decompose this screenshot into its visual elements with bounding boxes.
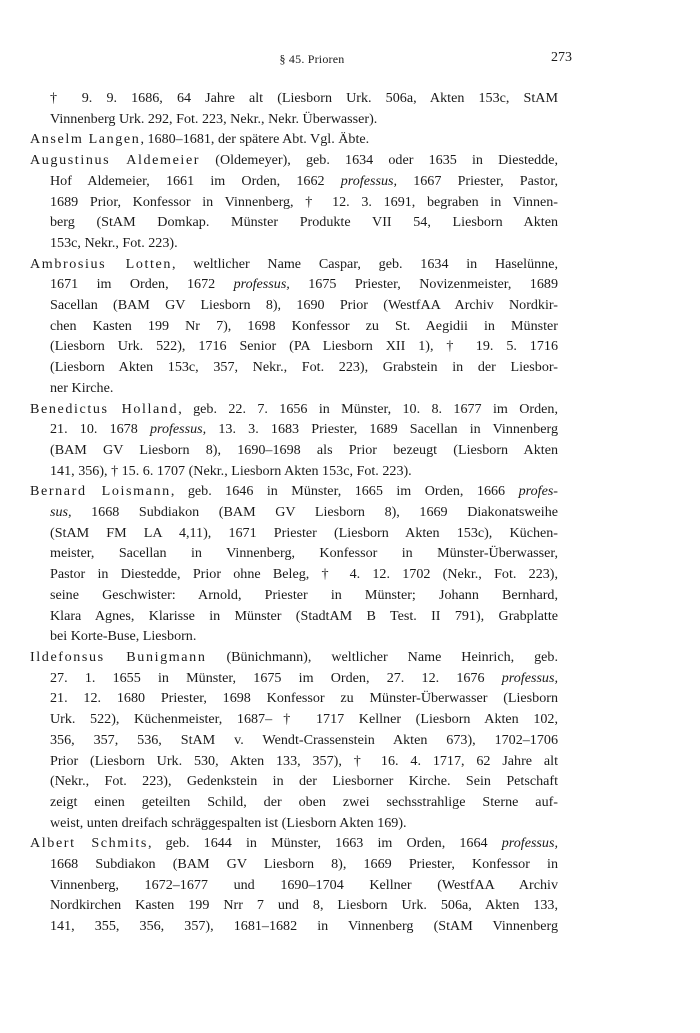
text-line — [30, 813, 558, 834]
person-name: Benedictus Holland — [30, 400, 179, 417]
text-line — [30, 523, 558, 544]
text-segment: (Liesborn Urk. 522), 1716 Senior (PA Liesborn XII 1), † 19. 5. 1716 — [50, 338, 558, 355]
entry-start-line — [30, 129, 558, 150]
text-segment: 1689 Prior, Konfessor in Vinnenberg, † 12. 3. 1691, begraben in Vinnen- — [50, 193, 558, 210]
italic-term: sus, — [50, 504, 72, 521]
text-line — [30, 895, 558, 916]
person-name: Bernard Loismann — [30, 483, 171, 500]
text-segment: 1667 Priester, Pastor, — [397, 172, 558, 189]
text-line — [30, 295, 558, 316]
text-segment: 1671 im Orden, 1672 — [50, 276, 234, 293]
text-line — [30, 854, 558, 875]
italic-term: profes- — [518, 483, 558, 500]
text-segment: 21. 10. 1678 — [50, 421, 150, 438]
text-line — [30, 792, 558, 813]
italic-term: professus, — [233, 276, 290, 293]
text-line — [30, 316, 558, 337]
person-name: Anselm Langen — [30, 131, 141, 148]
text-segment: meister, Sacellan in Vinnenberg, Konfessor in Münster-Überwasser, — [50, 545, 558, 562]
text-line — [30, 730, 558, 751]
text-line — [30, 916, 558, 937]
text-segment: ner Kirche. — [50, 379, 114, 396]
text-segment: chen Kasten 199 Nr 7), 1698 Konfessor zu St. Aegidii in Münster — [50, 317, 558, 334]
text-segment: † 9. 9. 1686, 64 Jahre alt (Liesborn Urk. 506a, Akten 153c, StAM — [50, 90, 558, 106]
body-text — [30, 88, 558, 937]
text-segment: berg (StAM Domkap. Münster Produkte VII 54, Liesborn Akten — [50, 214, 558, 231]
text-segment: (Liesborn Akten 153c, 357, Nekr., Fot. 223), Grabstein in der Liesbor- — [50, 359, 558, 376]
text-line — [30, 212, 558, 233]
entry-start-line — [30, 833, 558, 854]
text-line — [30, 357, 558, 378]
entry-start-line — [30, 647, 558, 668]
text-segment: bei Korte-Buse, Liesborn. — [50, 628, 197, 645]
text-line — [30, 336, 558, 357]
person-name: Albert Schmits — [30, 835, 148, 852]
entry-start-line — [30, 254, 558, 275]
text-line — [30, 274, 558, 295]
italic-term: professus, — [501, 669, 558, 686]
text-line — [30, 606, 558, 627]
text-line — [30, 771, 558, 792]
text-line — [30, 875, 558, 896]
italic-term: professus, — [501, 835, 558, 852]
text-segment: 1675 Priester, Novizenmeister, 1689 — [289, 276, 558, 293]
text-line — [30, 688, 558, 709]
text-segment: Klara Agnes, Klarisse in Münster (StadtAM B Test. II 791), Grabplatte — [50, 607, 558, 624]
text-segment: , geb. 1644 in Münster, 1663 im Orden, 1664 — [147, 835, 502, 852]
text-segment: 141, 355, 356, 357), 1681–1682 in Vinnenberg (StAM Vinnenberg — [50, 918, 558, 935]
text-segment: (BAM GV Liesborn 8), 1690–1698 als Prior bezeugt (Liesborn Akten — [50, 441, 558, 458]
text-line — [30, 461, 558, 482]
text-segment: , geb. 1646 in Münster, 1665 im Orden, 1666 — [170, 483, 519, 500]
text-segment: seine Geschwister: Arnold, Priester in Münster; Johann Bernhard, — [50, 586, 558, 603]
person-name: Ambrosius Lotten — [30, 255, 173, 272]
person-name: Ildefonsus Bunigmann — [30, 648, 207, 665]
text-segment: 1668 Subdiakon (BAM GV Liesborn 8), 1669 Diakonatsweihe — [71, 504, 558, 521]
text-segment: zeigt einen geteilten Schild, der oben zwei sechsstrahlige Sterne auf- — [50, 793, 558, 810]
text-line — [30, 419, 558, 440]
text-line — [30, 378, 558, 399]
text-line — [30, 192, 558, 213]
entry-start-line — [30, 481, 558, 502]
text-line — [30, 171, 558, 192]
text-line — [30, 564, 558, 585]
italic-term: professus, — [149, 421, 207, 438]
text-segment: Vinnenberg Urk. 292, Fot. 223, Nekr., Nekr. Überwasser). — [50, 110, 378, 127]
text-segment: , geb. 22. 7. 1656 in Münster, 10. 8. 1677 im Orden, — [178, 400, 558, 417]
text-segment: 27. 1. 1655 in Münster, 1675 im Orden, 27. 12. 1676 — [50, 669, 502, 686]
text-segment: 21. 12. 1680 Priester, 1698 Konfessor zu Münster-Überwasser (Liesborn — [50, 690, 558, 707]
text-segment: Vinnenberg, 1672–1677 und 1690–1704 Kellner (WestfAA Archiv — [50, 876, 558, 893]
text-line — [30, 543, 558, 564]
text-line — [30, 502, 558, 523]
text-segment: Hof Aldemeier, 1661 im Orden, 1662 — [50, 172, 341, 189]
text-line — [30, 233, 558, 254]
text-line — [30, 585, 558, 606]
text-segment: 153c, Nekr., Fot. 223). — [50, 234, 178, 251]
text-segment: 141, 356), † 15. 6. 1707 (Nekr., Liesborn Akten 153c, Fot. 223). — [50, 462, 412, 479]
text-segment: 1668 Subdiakon (BAM GV Liesborn 8), 1669 Priester, Konfessor in — [50, 856, 558, 873]
text-segment: weist, unten dreifach schräggespalten ist (Liesborn Akten 169). — [50, 814, 407, 831]
text-segment: , weltlicher Name Caspar, geb. 1634 in Haselünne, — [172, 255, 558, 272]
text-segment: Sacellan (BAM GV Liesborn 8), 1690 Prior (WestfAA Archiv Nordkir- — [50, 297, 558, 314]
text-segment: (Oldemeyer), geb. 1634 oder 1635 in Diestedde, — [200, 152, 558, 169]
text-segment: Nordkirchen Kasten 199 Nrr 7 und 8, Liesborn Urk. 506a, Akten 133, — [50, 897, 558, 914]
person-name: Augustinus Aldemeier — [30, 152, 201, 169]
running-title: § 45. Prioren — [279, 52, 345, 66]
text-segment: Prior (Liesborn Urk. 530, Akten 133, 357), † 16. 4. 1717, 62 Jahre alt — [50, 752, 558, 769]
text-line — [30, 709, 558, 730]
text-line — [30, 88, 558, 109]
text-segment: (Nekr., Fot. 223), Gedenkstein in der Liesborner Kirche. Sein Petschaft — [50, 773, 558, 790]
text-line — [30, 751, 558, 772]
text-line — [30, 668, 558, 689]
text-line — [30, 440, 558, 461]
entry-start-line — [30, 399, 558, 420]
text-segment: Pastor in Diestedde, Prior ohne Beleg, † 4. 12. 1702 (Nekr., Fot. 223), — [50, 566, 558, 583]
running-head — [52, 50, 572, 70]
page-number: 273 — [551, 50, 572, 65]
text-segment: 13. 3. 1683 Priester, 1689 Sacellan in Vinnenberg — [206, 421, 559, 438]
text-segment: (Bünichmann), weltlicher Name Heinrich, geb. — [206, 648, 558, 665]
text-segment: Urk. 522), Küchenmeister, 1687–† 1717 Kellner (Liesborn Akten 102, — [50, 711, 558, 728]
text-segment: , 1680–1681, der spätere Abt. Vgl. Äbte. — [140, 131, 370, 148]
text-segment: (StAM FM LA 4,11), 1671 Priester (Liesborn Akten 153c), Küchen- — [50, 524, 558, 541]
italic-term: professus, — [340, 172, 398, 189]
text-segment: 356, 357, 536, StAM v. Wendt-Crassenstein Akten 673), 1702–1706 — [50, 731, 558, 748]
text-line — [30, 109, 558, 130]
entry-start-line — [30, 150, 558, 171]
text-line — [30, 626, 558, 647]
